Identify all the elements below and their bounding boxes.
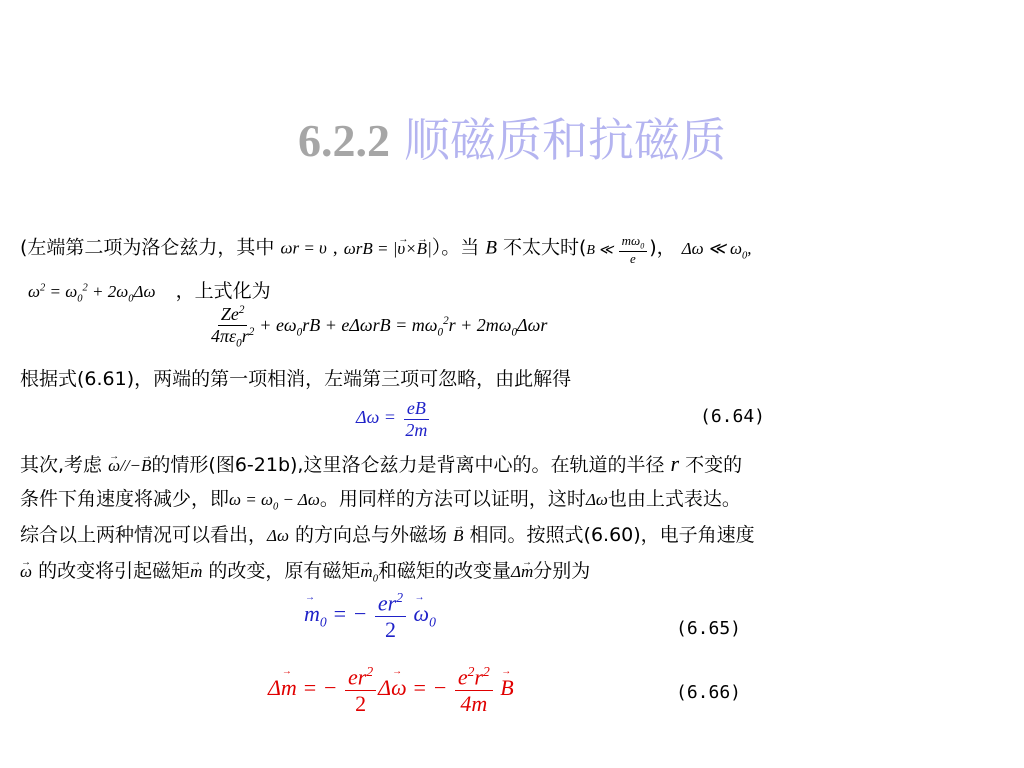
paragraph-line-1 bbox=[20, 234, 751, 268]
math-omega-minus: $\omega = \omega_0 - \Delta\omega$ bbox=[229, 490, 320, 513]
math-B-condition: B ≪ $\frac{m\omega_0}{e}$ bbox=[586, 243, 649, 258]
text-segment: 的改变，原有磁矩 bbox=[208, 560, 361, 582]
math-omega-r: ωr = υ bbox=[280, 238, 327, 258]
text-segment: 也由上式表达。 bbox=[607, 488, 741, 510]
math-delta-vec-m: Δ→ m bbox=[511, 562, 533, 581]
section-number: 6.2.2 bbox=[298, 115, 390, 166]
equation-number-665: (6.65) bbox=[676, 618, 742, 639]
text-segment: 相同。按照式(6.60)，电子角速度 bbox=[469, 524, 755, 546]
text-segment: 不变的 bbox=[685, 454, 743, 476]
text-segment: ，上式化为 bbox=[175, 279, 271, 302]
text-segment: 根据式(6.61)，两端的第一项相消，左端第三项可忽略，由此解得 bbox=[20, 368, 572, 390]
text-segment: (左端第二项为洛仑兹力，其中 bbox=[20, 236, 275, 259]
math-vec-B: → B bbox=[453, 526, 463, 545]
text-segment: 。用同样的方法可以证明，这时 bbox=[319, 488, 586, 510]
text-segment: 综合以上两种情况可以看出， bbox=[20, 524, 268, 546]
text-segment: )， bbox=[649, 236, 676, 259]
math-omega-rB: ωrB = |→ υ×→ B| bbox=[344, 239, 432, 258]
equation-delta-omega: Δω = $\frac{eB}{2m}$ bbox=[356, 398, 428, 440]
section-title: 顺磁质和抗磁质 bbox=[404, 113, 726, 167]
math-omega-antiparallel-B: → ω//−→ B bbox=[108, 456, 151, 475]
equation-magnetic-moment: → $m_0$ = − $\frac{er^2}{2}$ → $\omega_0$ bbox=[304, 590, 436, 642]
paragraph-line-4 bbox=[20, 452, 742, 478]
paragraph-line-3 bbox=[20, 367, 571, 391]
math-vec-omega: → ω bbox=[20, 562, 32, 581]
paragraph-line-6 bbox=[20, 523, 755, 548]
math-delta-omega: Δω bbox=[585, 490, 608, 509]
math-delta-omega-condition: Δω ≪ $\omega_0$, bbox=[681, 238, 752, 261]
equation-number-666: (6.66) bbox=[676, 682, 742, 703]
equation-moment-change: Δ→ m = − $\frac{er^2}{2}$ Δ→ ω = − $\frac{e^2r^2}{4m}$ → B bbox=[268, 664, 514, 716]
text-segment: ）。当 bbox=[431, 236, 480, 259]
math-vec-m: → m bbox=[190, 562, 202, 581]
text-segment: 的方向总与外磁场 bbox=[295, 524, 448, 546]
text-segment: 分别为 bbox=[533, 560, 591, 582]
math-r: r bbox=[670, 451, 680, 476]
math-vec-m0: → $m_0$ bbox=[360, 562, 378, 581]
math-delta-omega: Δω bbox=[267, 526, 289, 545]
math-B: B bbox=[485, 237, 497, 259]
text-segment: 的改变将引起磁矩 bbox=[38, 560, 191, 582]
text-segment: 其次,考虑 bbox=[20, 454, 103, 476]
text-segment: 的情形(图6-21b),这里洛仑兹力是背离中心的。在轨道的半径 bbox=[151, 454, 665, 476]
equation-force-balance: $\frac{Ze^2}{4\pi\varepsilon_0r^2}$ + $e\omega_0rB + e\Delta\omega rB = m\omega_0^2r + 2m\omega_0\Delta\omega r$ bbox=[211, 304, 548, 350]
paragraph-line-7 bbox=[20, 559, 590, 591]
text-segment: 不太大时( bbox=[502, 236, 587, 259]
comma: , bbox=[332, 237, 338, 259]
math-omega-squared: $\omega^2 = \omega_0^2 + 2\omega_0\Delta\omega$ bbox=[28, 281, 156, 305]
text-segment: 和磁矩的改变量 bbox=[377, 560, 511, 582]
equation-number-664: (6.64) bbox=[700, 406, 766, 427]
paragraph-line-5 bbox=[20, 487, 741, 519]
text-segment: 条件下角速度将减少，即 bbox=[20, 488, 230, 510]
slide-title bbox=[0, 104, 1024, 170]
